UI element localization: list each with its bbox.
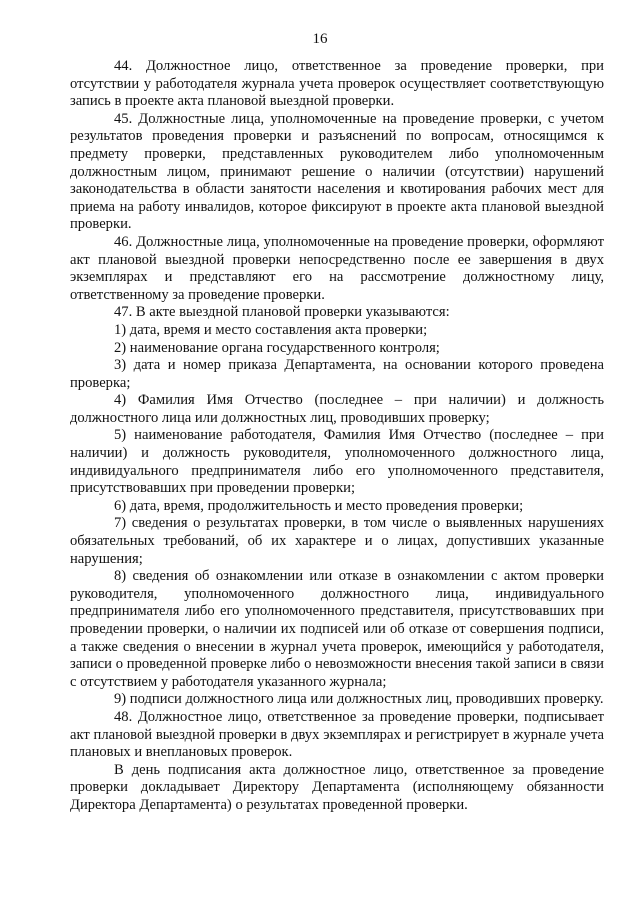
list-item-7: 7) сведения о результатах проверки, в том числе о выявленных нарушениях обязательных требований, об их характере и о лицах, допустивших указанные нарушения; [70, 515, 604, 567]
paragraph-47: 47. В акте выездной плановой проверки указываются: [114, 304, 450, 321]
paragraph-45: 45. Должностные лица, уполномоченные на проведение проверки, с учетом результатов проведения проверки и разъяснений по вопросам, относящимся к предмету проверки, представленных руководителем либо уполномоченным должностным лицом, принимают решение о наличии (отсутствии) нарушений законодательства в области занятости населения и квотирования рабочих мест для приема на работу инвалидов, которое фиксируют в проекте акта плановой выездной проверки. [70, 110, 604, 233]
document-body [70, 58, 604, 815]
list-item-3: 3) дата и номер приказа Департамента, на основании которого проведена проверка; [70, 357, 604, 391]
page-number: 16 [312, 31, 328, 47]
paragraph-44: 44. Должностное лицо, ответственное за проведение проверки, при отсутствии у работодателя журнала учета проверок осуществляет соответствующую запись в проекте акта плановой выездной проверки. [70, 58, 604, 110]
list-item-6: 6) дата, время, продолжительность и место проведения проверки; [114, 497, 524, 514]
list-item-2: 2) наименование органа государственного контроля; [114, 339, 440, 356]
list-item-4: 4) Фамилия Имя Отчество (последнее – при наличии) и должность должностного лица или должностных лиц, проводивших проверку; [70, 392, 604, 426]
paragraph-final: В день подписания акта должностное лицо, ответственное за проведение проверки докладывает Директору Департамента (исполняющему обязанности Директора Департамента) о результатах проведенной проверки. [70, 761, 604, 813]
list-item-1: 1) дата, время и место составления акта проверки; [114, 321, 428, 338]
paragraph-46: 46. Должностные лица, уполномоченные на проведение проверки, оформляют акт плановой выездной проверки непосредственно после ее завершения в двух экземплярах и представляют его на рассмотрение должностному лицу, ответственному за проведение проверки. [70, 233, 604, 303]
list-item-5: 5) наименование работодателя, Фамилия Имя Отчество (последнее – при наличии) и должность руководителя, уполномоченного должностного лица, индивидуального предпринимателя либо его уполномоченного представителя, присутствовавших при проведении проверки; [70, 427, 604, 497]
list-item-9: 9) подписи должностного лица или должностных лиц, проводивших проверку. [114, 691, 604, 708]
list-item-8: 8) сведения об ознакомлении или отказе в ознакомлении с актом проверки руководителя, уполномоченного должностного лица, индивидуального предпринимателя либо его уполномоченного представителя, присутствовавших при проведении проверки, о наличии их подписей или об отказе от совершения подписи, а также сведения о внесении в журнал учета проверок, имеющийся у работодателя, записи о проведенной проверке либо о невозможности внесения такой записи в связи с отсутствием у работодателя указанного журнала; [70, 568, 604, 690]
paragraph-48: 48. Должностное лицо, ответственное за проведение проверки, подписывает акт плановой выездной проверки в двух экземплярах и регистрирует в журнале учета плановых и внеплановых проверок. [70, 708, 604, 761]
